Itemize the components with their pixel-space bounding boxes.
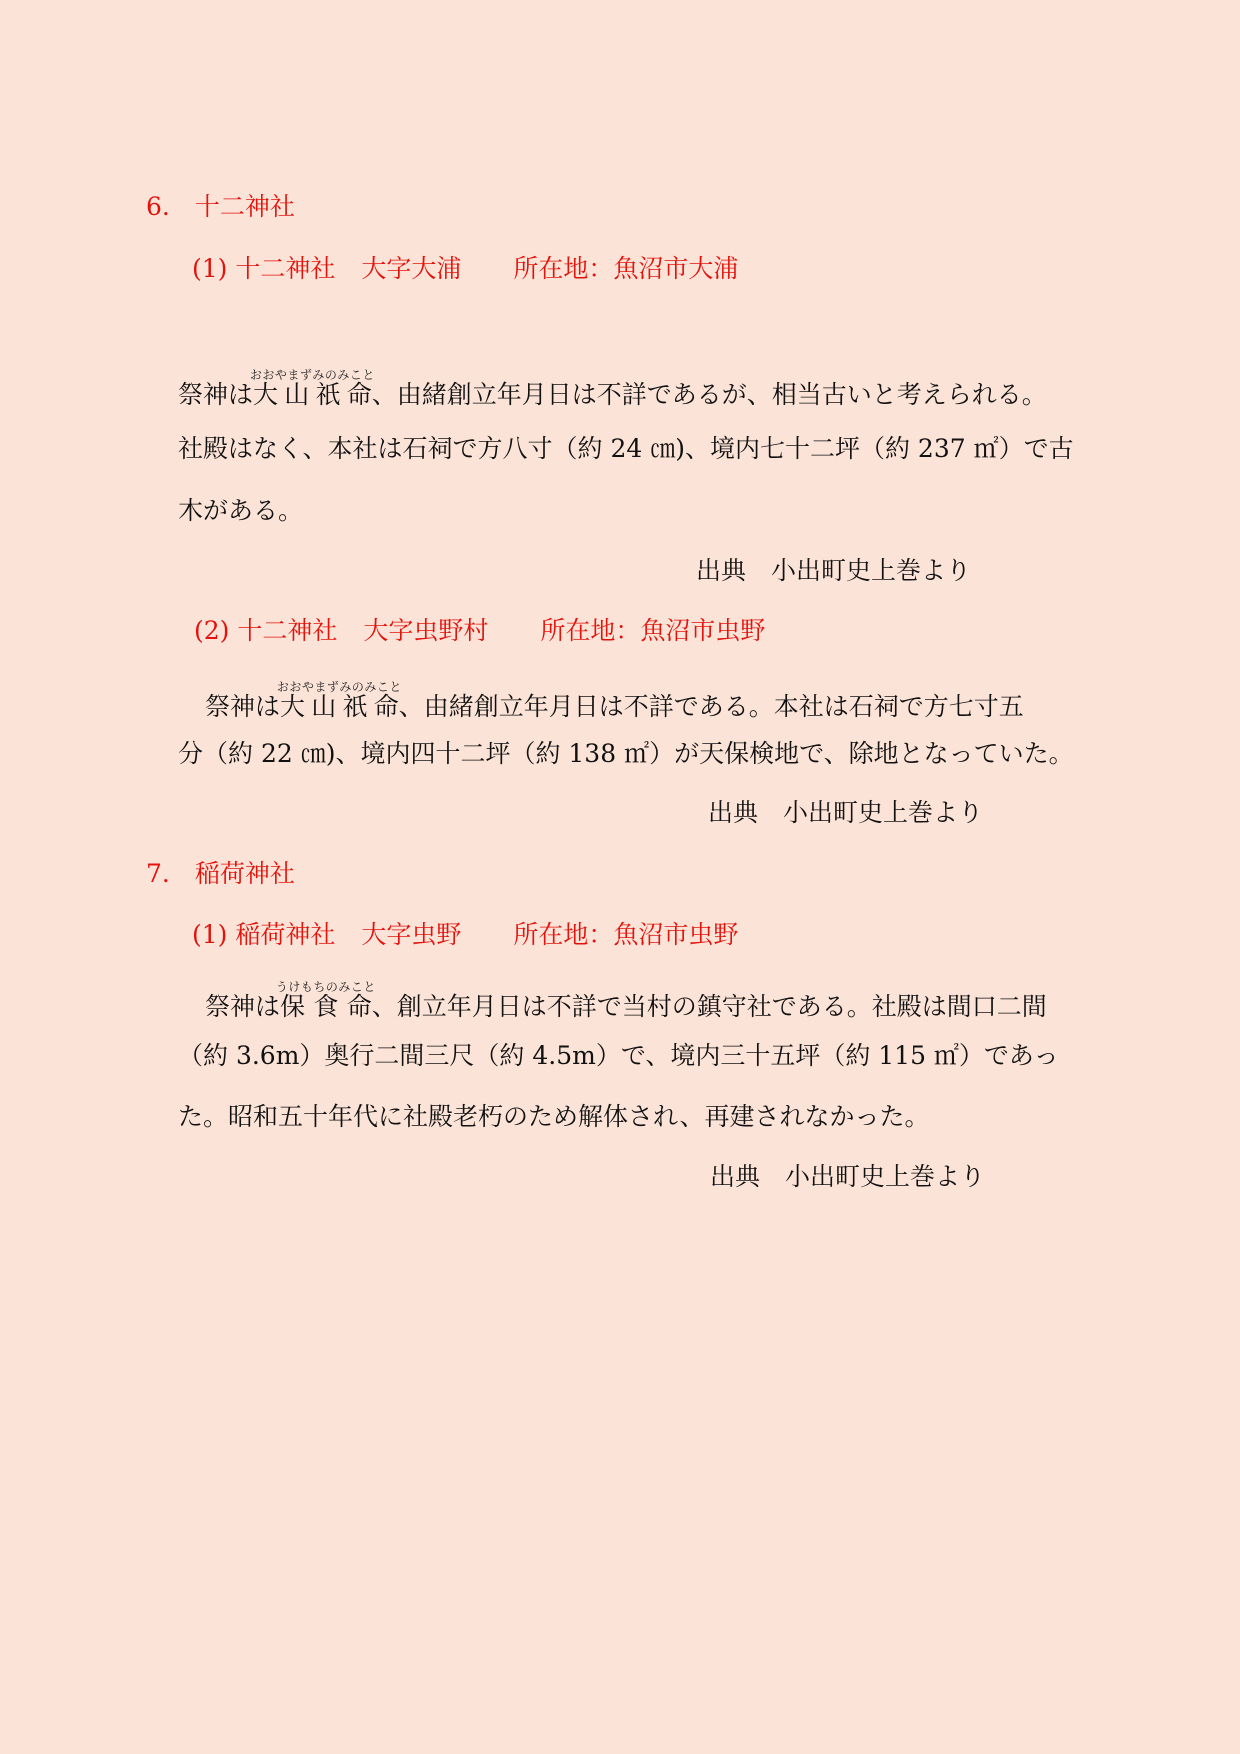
subheading-number: (1) — [192, 920, 228, 949]
subheading-aza: 大字虫野 — [361, 920, 462, 949]
subheading-shrine-name: 十二神社 — [237, 616, 338, 645]
body-line: 社殿はなく、本社は石祠で方八寸（約 24 ㎝)、境内七十二坪（約 237 ㎡）で古 — [178, 434, 1074, 463]
subheading-6-2 — [194, 614, 765, 648]
subheading-number: (2) — [194, 616, 230, 645]
body-line: 祭神は大山祇命おおやまずみのみこと、由緒創立年月日は不詳である。本社は石祠で方七寸五 — [205, 680, 1024, 721]
subheading-aza: 大字大浦 — [361, 254, 462, 283]
section-heading-7: 7. 稲荷神社 — [146, 859, 295, 888]
body-line: （約 3.6m）奥行二間三尺（約 4.5m）で、境内三十五坪（約 115 ㎡）であっ — [178, 1041, 1059, 1070]
deity-name-ruby: 大山祇命おおやまずみのみこと — [276, 680, 402, 721]
source-citation: 出典 小出町史上巻より — [696, 556, 972, 585]
subheading-location: 所在地：魚沼市虫野 — [513, 920, 739, 949]
body-line: 祭神は保食命うけもちのみこと、創立年月日は不詳で当村の鎮守社である。社殿は間口二間 — [205, 980, 1047, 1021]
body-line: た。昭和五十年代に社殿老朽のため解体され、再建されなかった。 — [178, 1102, 930, 1131]
source-citation: 出典 小出町史上巻より — [708, 798, 984, 827]
subheading-shrine-name: 十二神社 — [235, 254, 336, 283]
body-line: 木がある。 — [178, 496, 304, 525]
subheading-shrine-name: 稲荷神社 — [235, 920, 336, 949]
subheading-aza: 大字虫野村 — [363, 616, 489, 645]
subheading-location: 所在地：魚沼市虫野 — [540, 616, 766, 645]
deity-name-ruby: 保食命うけもちのみこと — [275, 980, 376, 1021]
source-citation: 出典 小出町史上巻より — [710, 1162, 986, 1191]
section-heading-6: 6. 十二神社 — [146, 192, 295, 221]
body-line: 分（約 22 ㎝)、境内四十二坪（約 138 ㎡）が天保検地で、除地となっていた。 — [178, 739, 1074, 768]
subheading-location: 所在地：魚沼市大浦 — [513, 254, 739, 283]
body-line: 祭神は大山祇命おおやまずみのみこと、由緒創立年月日は不詳であるが、相当古いと考えられる。 — [178, 368, 1047, 409]
deity-name-ruby: 大山祇命おおやまずみのみこと — [249, 368, 375, 409]
subheading-number: (1) — [192, 254, 228, 283]
subheading-6-1 — [192, 252, 738, 286]
subheading-7-1 — [192, 918, 738, 952]
